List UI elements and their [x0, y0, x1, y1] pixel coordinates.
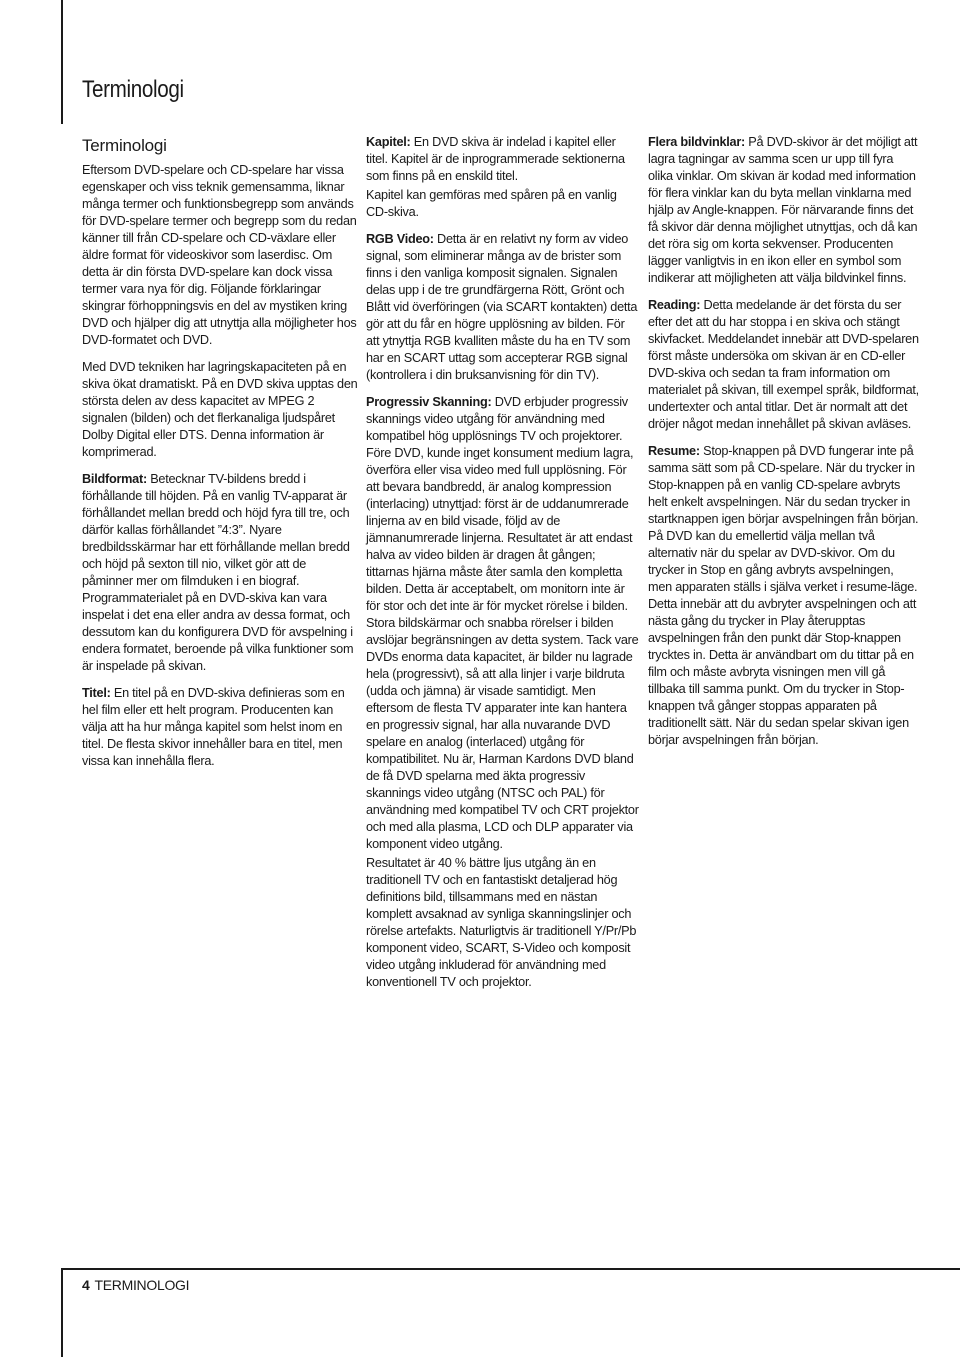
resume-text: Stop-knappen på DVD fungerar inte på samma sätt som på CD-spelare. När du trycker in Stop-knappen på en vanlig CD-spelare avbryts helt enkelt avspelningen. När du sedan trycker in startknappen igen börjar avspelningen från början. På DVD kan du emellertid välja mellan två alternativ när du spelar av DVD-skivor. Om du trycker in Stop en gång avbryts avspelningen, men apparaten ställs i själva verket i resume-läge. Detta innebär att du avbryter avspelningen och att nästa gång du trycker in Play återupptas avspelningen från den punkt där Stop-knappen trycktes in. Detta är användbart om du tittar på en film och måste avbryta visningen men vill gå tillbaka till samma punkt. Om du trycker in Stop-knappen två gånger stoppas apparaten på traditionellt sätt. När du sedan spelar skivan igen börjar avspelningen från början. [648, 444, 919, 747]
progressiv-paragraph-2: Resultatet är 40 % bättre ljus utgång än en traditionell TV och en fantastiskt detaljerad hög definitions bild, tillsammans med en nästan komplett avsaknad av synliga skanningslinjer och rörelse artefakts. Naturligtvis är traditionell Y/Pr/Pb komponent video, SCART, S-Video och komposit video utgång inkluderad för användning med konventionell TV och projektor. [366, 856, 637, 989]
kapitel-paragraph-2: Kapitel kan gemföras med spåren på en vanlig CD-skiva. [366, 188, 617, 219]
storage-paragraph: Med DVD tekniken har lagringskapaciteten på en skiva ökat dramatiskt. På en DVD skiva upptas den största delen av dess kapacitet av MPEG 2 signalen (bilden) och det flerkanaliga ljudspåret Dolby Digital eller DTS. Denna information är komprimerad. [82, 360, 358, 459]
bildformat-text: Betecknar TV-bildens bredd i förhållande till höjden. På en vanlig TV-apparat är förhållandet mellan bredd och höjd fyra till tre, och därför kallas förhållandet ”4:3”. Nyare bredbildsskärmar har ett förhållande mellan bredd och höjd på sexton till nio, vilket gör att de påminner mer om filmduken i en biograf. Programmaterialet på en DVD-skiva kan vara inspelat i det ena eller andra av dessa format, och dessutom kan du konfigurera DVD för avspelning i endera formatet, beroende på vilka funktioner som är inspelade på skivan. [82, 472, 354, 673]
column-2 [366, 134, 640, 1001]
titel-text: En titel på en DVD-skiva definieras som en hel film eller ett helt program. Producenten kan välja att ha hur många kapitel som helst inom en titel. De flesta skivor innehåller bara en titel, men vissa kan innehålla flera. [82, 686, 345, 768]
reading-paragraph [648, 297, 920, 433]
kapitel-text: En DVD skiva är indelad i kapitel eller titel. Kapitel är de inprogrammerade sektionerna som finns på en enskild titel. [366, 135, 625, 183]
rgb-text: Detta är en relativt ny form av video signal, som eliminerar många av de brister som finns i den vanliga komposit signalen. Signalen delas upp i de tre grundfärgerna Rött, Grönt och Blått vid överföringen (via SCART kontakten) detta gör att du får en högre upplösning av bilden. För att ytnyttja RGB kvalliten måste du ha en TV som har en SCART uttag som accepterar RGB signal (kontrollera i din bruksanvisning för din TV). [366, 232, 638, 382]
rgb-paragraph [366, 231, 640, 384]
progressiv-text: DVD erbjuder progressiv skannings video utgång för användning med kompatibel hög upplösnings TV och projektorer. Före DVD, kunde inget konsument medium lagra, överföra eller visa video med full upplösning. För att bevara bandbredd, är analog kompression (interlacing) utnyttjad: först är de uddanumrerade linjerna av en bild visade, följd av de jämnanumrerade linjerna. Resultatet är att endast halva av video bilden är dragen åt gången; tittarnas hjärna måste åter samla den kompletta bilden. Detta är acceptabelt, om monitorn inte är för stor och det inte är för mycket rörelse i bilden. Stora bildskärmar och snabba rörelser i bilden avslöjar begränsningen av detta system. Tack vare DVDs enorma data kapacitet, är bilder nu lagrade hela (progressivt), så att alla linjer i varje bildruta (udda och jämna) är visade samtidigt. Men eftersom de flesta TV apparater inte kan hantera en progressiv signal, har alla nuvarande DVD spelare en analog (interlaced) utgång för kompatibilitet. Nu är, Harman Kardons DVD bland de få DVD spelarna med äkta progressiv skannings video utgång (NTSC och PAL) för användning med kompatibel TV och CRT projektor och med alla plasma, LCD och DLP apparater via komponent video utgång. [366, 395, 639, 851]
footer-section-label: TERMINOLOGI [94, 1277, 190, 1293]
section-heading: Terminologi [82, 136, 167, 155]
kapitel-paragraph [366, 134, 640, 185]
kapitel-term: Kapitel: [366, 135, 411, 149]
resume-term: Resume: [648, 444, 700, 458]
page-title: Terminologi [82, 76, 184, 103]
rgb-term: RGB Video: [366, 232, 434, 246]
column-1 [82, 134, 359, 780]
flera-bildvinklar-term: Flera bildvinklar: [648, 135, 746, 149]
resume-paragraph [648, 443, 920, 749]
top-vertical-rule [61, 0, 63, 124]
progressiv-term: Progressiv Skanning: [366, 395, 492, 409]
bildformat-paragraph [82, 471, 359, 675]
titel-term: Titel: [82, 686, 111, 700]
footer-horizontal-rule [61, 1268, 960, 1270]
progressiv-paragraph [366, 394, 640, 853]
bildformat-term: Bildformat: [82, 472, 147, 486]
reading-term: Reading: [648, 298, 701, 312]
reading-text: Detta medelande är det första du ser efter det att du har stoppa i en skiva och stängt skivfacket. Meddelandet innebär att DVD-spelaren först måste undersöka om skivan är en CD-eller DVD-skiva och sedan ta fram information om materialet på skivan, till exempel språk, bildformat, undertexter och antal titlar. Det är normalt att det dröjer något medan innehållet på skivan avläses. [648, 298, 919, 431]
bottom-vertical-rule [61, 1268, 63, 1357]
flera-bildvinklar-text: På DVD-skivor är det möjligt att lagra tagningar av samma scen ur upp till fyra olika vinklar. Om skivan är kodad med information för flera vinklar kan du byta mellan vinklarna med hjälp av Angle-knappen. För närvarande finns det få skivor där denna möjlighet utnyttjas, och då kan det röra sig om korta sekvenser. Producenten lägger vanligtvis in en ikon eller en symbol som indikerar att möjligheten att välja bildvinkel finns. [648, 135, 918, 285]
page-footer [82, 1277, 189, 1293]
page-number: 4 [82, 1277, 90, 1293]
titel-paragraph [82, 685, 359, 770]
column-3 [648, 134, 920, 759]
intro-paragraph: Eftersom DVD-spelare och CD-spelare har vissa egenskaper och viss teknik gemensamma, liknar många termer och funktionsbegrepp som används för DVD-spelare termer och begrepp som du redan känner till från CD-spelare och CD-växlare eller äldre format för videoskivor som laserdisc. Om detta är din första DVD-spelare kan dock vissa termer vara nya för dig. Följande förklaringar skingrar förhoppningsvis en del av mystiken kring DVD och hjälper dig att utnyttja alla möjligheter hos DVD-formatet och DVD. [82, 163, 357, 347]
flera-bildvinklar-paragraph [648, 134, 920, 287]
